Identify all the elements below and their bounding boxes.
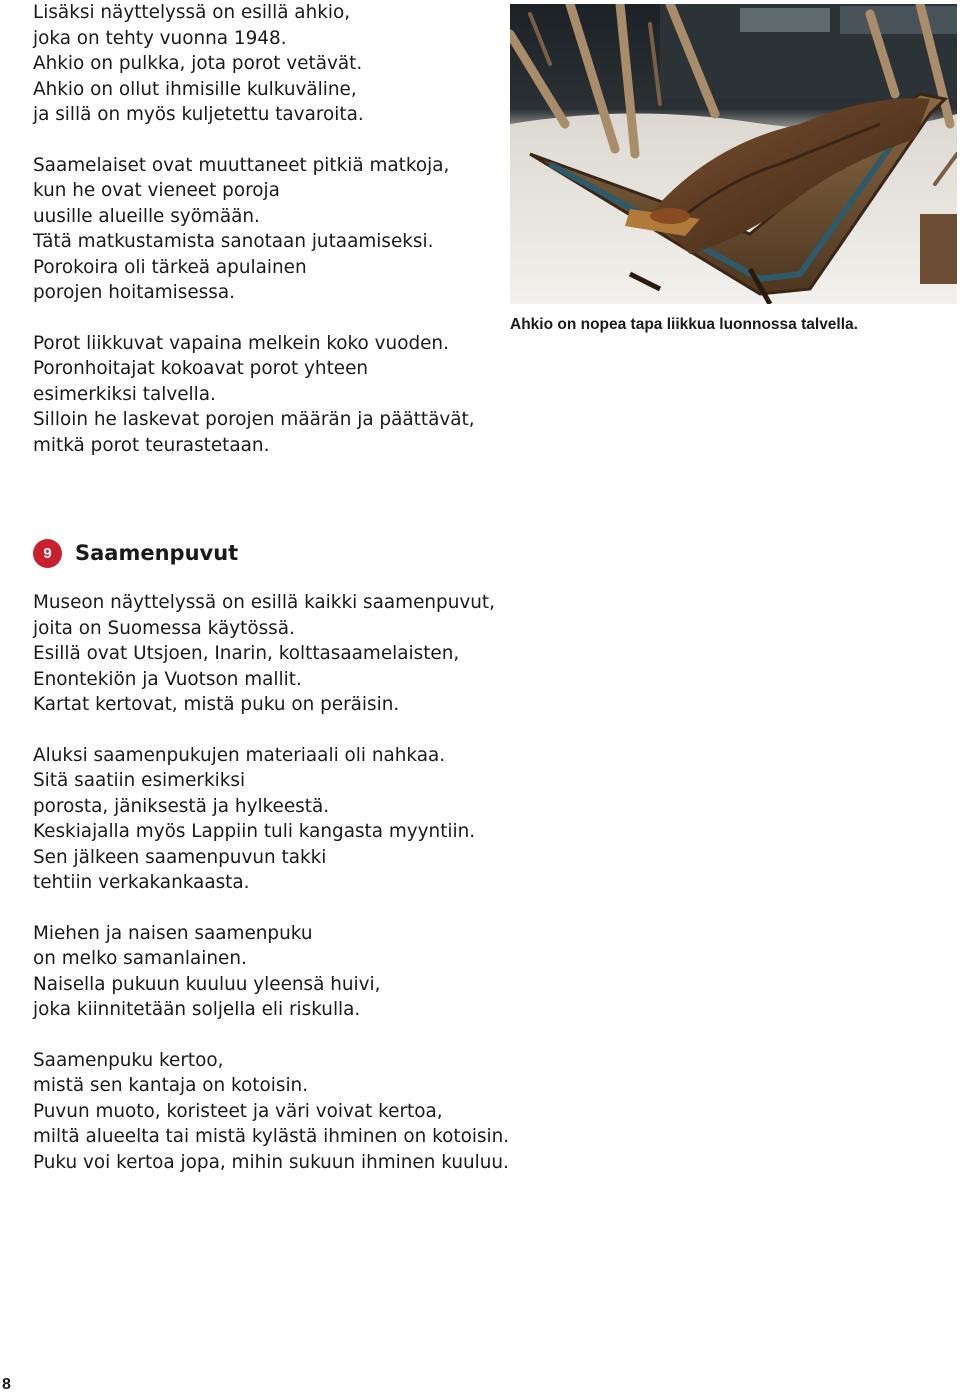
text-line: Aluksi saamenpukujen materiaali oli nahkaa. bbox=[33, 744, 446, 766]
text-line: Ahkio on pulkka, jota porot vetävät. bbox=[33, 53, 363, 74]
text-line: kun he ovat vieneet poroja bbox=[33, 180, 280, 201]
text-line: joita on Suomessa käytössä. bbox=[33, 617, 295, 639]
text-line: ja sillä on myös kuljetettu tavaroita. bbox=[33, 104, 364, 125]
text-line: Kartat kertovat, mistä puku on peräisin. bbox=[33, 694, 400, 715]
ahkio-photo bbox=[510, 4, 957, 304]
text-line: Enontekiön ja Vuotson mallit. bbox=[33, 668, 302, 690]
paragraph-gap bbox=[33, 128, 493, 153]
text-line: on melko samanlainen. bbox=[33, 948, 247, 969]
text-line: uusille alueille syömään. bbox=[33, 205, 260, 227]
text-line: mistä sen kantaja on kotoisin. bbox=[33, 1075, 309, 1096]
section-text bbox=[33, 590, 510, 1175]
text-line: joka kiinnitetään soljella eli riskulla. bbox=[33, 999, 361, 1020]
text-line: Sen jälkeen saamenpuvun takki bbox=[33, 846, 327, 868]
paragraph bbox=[33, 1048, 510, 1176]
photo-caption: Ahkio on nopea tapa liikkua luonnossa talvella. bbox=[510, 316, 858, 333]
section-number-badge: 9 bbox=[33, 539, 62, 568]
text-line: joka on tehty vuonna 1948. bbox=[33, 27, 287, 49]
paragraph-gap bbox=[33, 718, 493, 743]
text-line: Sitä saatiin esimerkiksi bbox=[33, 770, 246, 791]
paragraph bbox=[33, 743, 493, 896]
ahkio-sled-image bbox=[510, 4, 957, 304]
text-line: Tätä matkustamista sanotaan jutaamiseksi. bbox=[33, 231, 434, 252]
paragraph bbox=[33, 590, 493, 718]
text-line: miltä alueelta tai mistä kylästä ihminen on kotoisin. bbox=[33, 1126, 510, 1147]
text-line: Porot liikkuvat vapaina melkein koko vuoden. bbox=[33, 332, 449, 354]
text-line: Porokoira oli tärkeä apulainen bbox=[33, 256, 307, 278]
intro-text bbox=[33, 0, 493, 458]
text-line: mitkä porot teurastetaan. bbox=[33, 434, 270, 456]
text-line: Lisäksi näyttelyssä on esillä ahkio, bbox=[33, 2, 351, 23]
text-line: porosta, jäniksestä ja hylkeestä. bbox=[33, 795, 330, 817]
text-line: Puku voi kertoa jopa, mihin sukuun ihminen kuuluu. bbox=[33, 1151, 509, 1173]
section-title: Saamenpuvut bbox=[75, 541, 239, 565]
text-line: tehtiin verkakankaasta. bbox=[33, 872, 250, 893]
text-line: Saamelaiset ovat muuttaneet pitkiä matkoja, bbox=[33, 154, 450, 176]
paragraph-gap bbox=[33, 1023, 493, 1048]
paragraph bbox=[33, 921, 493, 1023]
text-line: porojen hoitamisessa. bbox=[33, 282, 235, 303]
section-heading bbox=[33, 537, 238, 569]
text-line: Silloin he laskevat porojen määrän ja päättävät, bbox=[33, 409, 475, 430]
text-line: Poronhoitajat kokoavat porot yhteen bbox=[33, 358, 369, 379]
text-line: Puvun muoto, koristeet ja väri voivat kertoa, bbox=[33, 1100, 443, 1122]
paragraph bbox=[33, 331, 493, 459]
text-line: esimerkiksi talvella. bbox=[33, 383, 216, 405]
text-line: Naisella pukuun kuuluu yleensä huivi, bbox=[33, 973, 381, 995]
page-number: 8 bbox=[2, 1376, 11, 1393]
paragraph-gap bbox=[33, 306, 493, 331]
text-line: Saamenpuku kertoo, bbox=[33, 1049, 224, 1071]
text-line: Esillä ovat Utsjoen, Inarin, kolttasaamelaisten, bbox=[33, 643, 460, 664]
text-line: Museon näyttelyssä on esillä kaikki saamenpuvut, bbox=[33, 592, 495, 613]
paragraph bbox=[33, 0, 493, 128]
paragraph-gap bbox=[33, 896, 493, 921]
paragraph bbox=[33, 153, 493, 306]
text-line: Keskiajalla myös Lappiin tuli kangasta myyntiin. bbox=[33, 821, 476, 842]
text-line: Ahkio on ollut ihmisille kulkuväline, bbox=[33, 78, 357, 100]
text-line: Miehen ja naisen saamenpuku bbox=[33, 922, 313, 944]
